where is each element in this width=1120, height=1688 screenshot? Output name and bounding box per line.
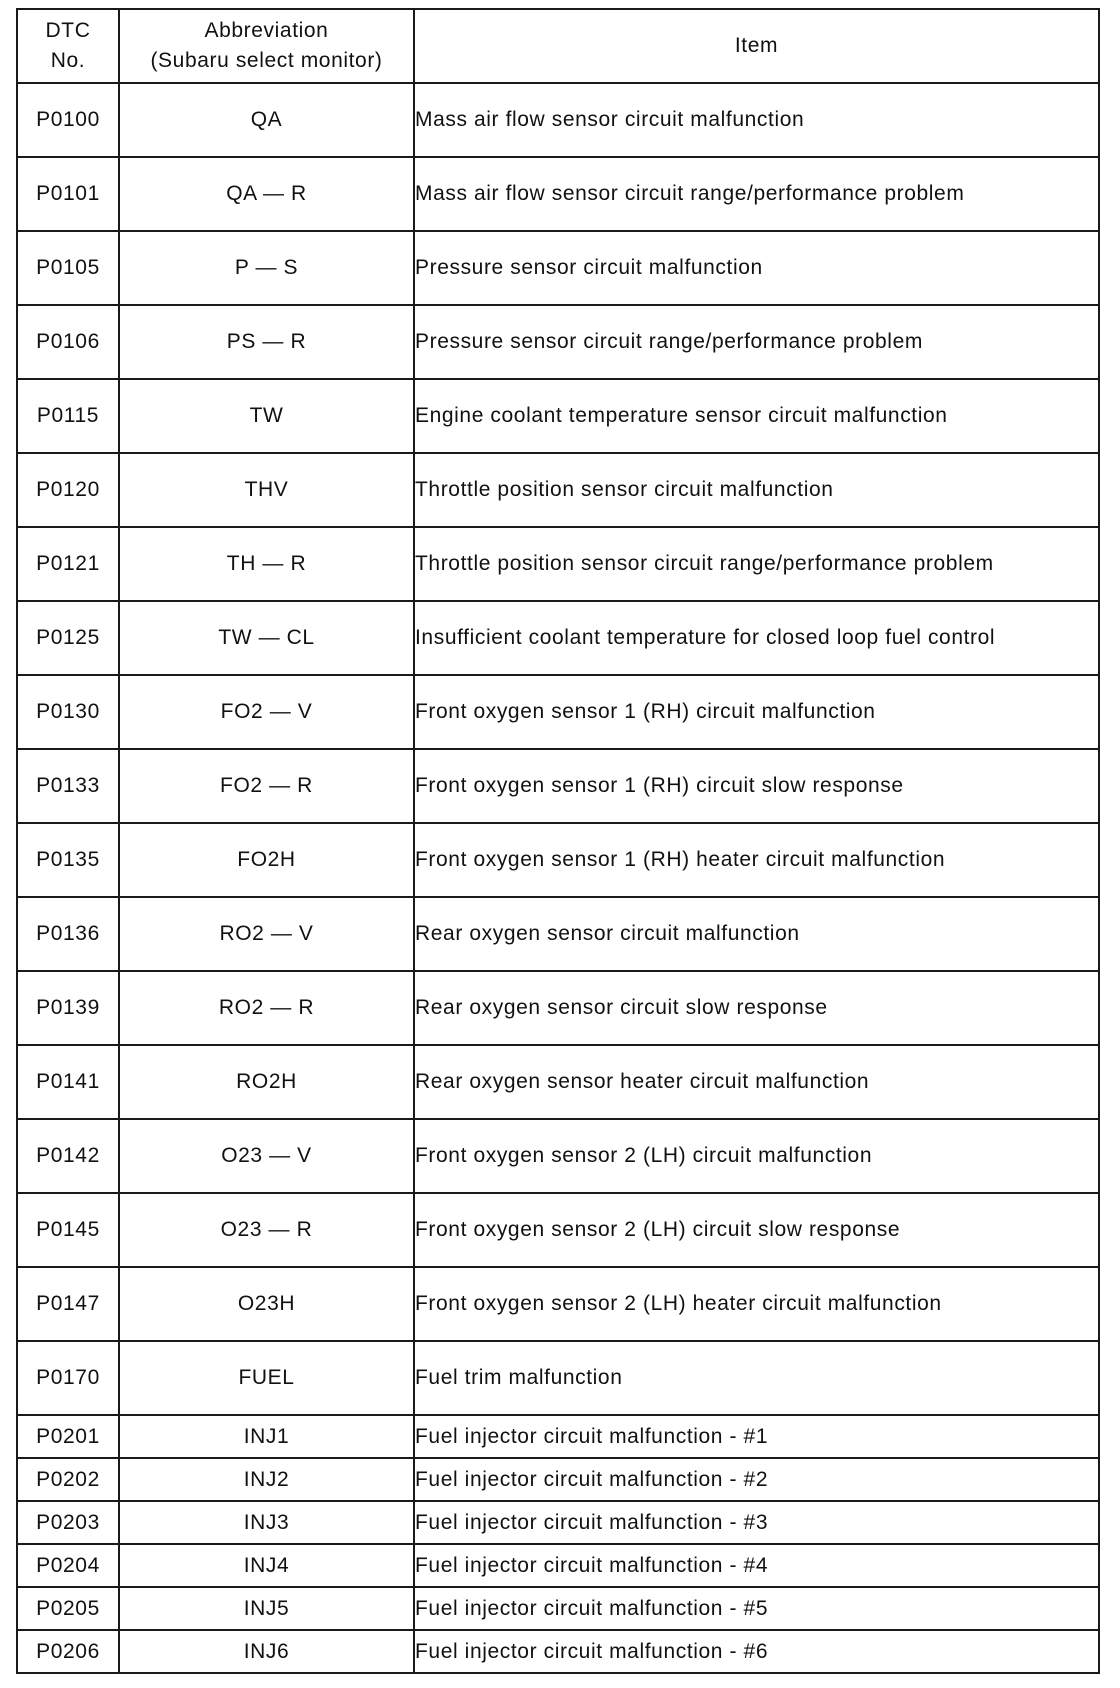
header-abbr-line1: Abbreviation: [204, 19, 329, 42]
dtc-code: P0121: [17, 527, 119, 601]
dtc-abbreviation: INJ3: [119, 1501, 414, 1544]
dtc-item: Front oxygen sensor 1 (RH) heater circuit malfunction: [414, 823, 1099, 897]
header-row: [17, 9, 1099, 83]
table-row: [17, 231, 1099, 305]
table-row: [17, 823, 1099, 897]
dtc-abbreviation: FO2 — V: [119, 675, 414, 749]
dtc-item: Front oxygen sensor 1 (RH) circuit slow response: [414, 749, 1099, 823]
dtc-item: Rear oxygen sensor circuit slow response: [414, 971, 1099, 1045]
dtc-item: Rear oxygen sensor heater circuit malfunction: [414, 1045, 1099, 1119]
dtc-item: Rear oxygen sensor circuit malfunction: [414, 897, 1099, 971]
dtc-abbreviation: INJ2: [119, 1458, 414, 1501]
dtc-abbreviation: RO2 — V: [119, 897, 414, 971]
dtc-abbreviation: INJ4: [119, 1544, 414, 1587]
header-dtc-no: [17, 9, 119, 83]
table-row: [17, 1630, 1099, 1673]
dtc-code: P0100: [17, 83, 119, 157]
dtc-item: Pressure sensor circuit malfunction: [414, 231, 1099, 305]
table-row: [17, 1193, 1099, 1267]
dtc-code: P0201: [17, 1415, 119, 1458]
dtc-abbreviation: RO2 — R: [119, 971, 414, 1045]
dtc-item: Throttle position sensor circuit range/performance problem: [414, 527, 1099, 601]
dtc-code: P0204: [17, 1544, 119, 1587]
dtc-abbreviation: QA — R: [119, 157, 414, 231]
dtc-code: P0105: [17, 231, 119, 305]
table-row: [17, 1587, 1099, 1630]
dtc-abbreviation: FUEL: [119, 1341, 414, 1415]
dtc-code: P0142: [17, 1119, 119, 1193]
table-row: [17, 379, 1099, 453]
header-dtc-line1: DTC: [45, 19, 91, 42]
dtc-abbreviation: THV: [119, 453, 414, 527]
dtc-abbreviation: P — S: [119, 231, 414, 305]
dtc-abbreviation: PS — R: [119, 305, 414, 379]
dtc-code: P0125: [17, 601, 119, 675]
dtc-code: P0130: [17, 675, 119, 749]
table-row: [17, 1415, 1099, 1458]
table-row: [17, 305, 1099, 379]
dtc-code: P0203: [17, 1501, 119, 1544]
dtc-code: P0115: [17, 379, 119, 453]
dtc-abbreviation: O23H: [119, 1267, 414, 1341]
table-row: [17, 601, 1099, 675]
dtc-code: P0133: [17, 749, 119, 823]
header-item: Item: [414, 9, 1099, 83]
dtc-abbreviation: INJ5: [119, 1587, 414, 1630]
dtc-code: P0206: [17, 1630, 119, 1673]
dtc-abbreviation: TH — R: [119, 527, 414, 601]
table-row: [17, 527, 1099, 601]
dtc-item: Engine coolant temperature sensor circuit malfunction: [414, 379, 1099, 453]
dtc-abbreviation: QA: [119, 83, 414, 157]
dtc-abbreviation: FO2 — R: [119, 749, 414, 823]
dtc-item: Fuel injector circuit malfunction - #3: [414, 1501, 1099, 1544]
dtc-code: P0139: [17, 971, 119, 1045]
dtc-code: P0145: [17, 1193, 119, 1267]
dtc-item: Pressure sensor circuit range/performance problem: [414, 305, 1099, 379]
dtc-item: Mass air flow sensor circuit malfunction: [414, 83, 1099, 157]
table-row: [17, 897, 1099, 971]
table-row: [17, 83, 1099, 157]
dtc-abbreviation: INJ6: [119, 1630, 414, 1673]
dtc-abbreviation: TW: [119, 379, 414, 453]
header-abbreviation: [119, 9, 414, 83]
dtc-item: Fuel trim malfunction: [414, 1341, 1099, 1415]
dtc-abbreviation: RO2H: [119, 1045, 414, 1119]
table-row: [17, 1544, 1099, 1587]
dtc-item: Throttle position sensor circuit malfunction: [414, 453, 1099, 527]
dtc-abbreviation: INJ1: [119, 1415, 414, 1458]
dtc-item: Insufficient coolant temperature for closed loop fuel control: [414, 601, 1099, 675]
dtc-item: Mass air flow sensor circuit range/performance problem: [414, 157, 1099, 231]
table-body: [17, 83, 1099, 1673]
dtc-abbreviation: O23 — R: [119, 1193, 414, 1267]
dtc-code: P0205: [17, 1587, 119, 1630]
header-abbr-line2: (Subaru select monitor): [150, 49, 383, 72]
dtc-code: P0101: [17, 157, 119, 231]
dtc-item: Fuel injector circuit malfunction - #4: [414, 1544, 1099, 1587]
table-row: [17, 1341, 1099, 1415]
table-row: [17, 1267, 1099, 1341]
dtc-item: Front oxygen sensor 1 (RH) circuit malfunction: [414, 675, 1099, 749]
dtc-item: Front oxygen sensor 2 (LH) circuit malfunction: [414, 1119, 1099, 1193]
dtc-code: P0106: [17, 305, 119, 379]
dtc-code: P0170: [17, 1341, 119, 1415]
dtc-code: P0120: [17, 453, 119, 527]
dtc-item: Fuel injector circuit malfunction - #2: [414, 1458, 1099, 1501]
table-row: [17, 1501, 1099, 1544]
dtc-item: Fuel injector circuit malfunction - #1: [414, 1415, 1099, 1458]
dtc-code: P0202: [17, 1458, 119, 1501]
table-row: [17, 675, 1099, 749]
table-row: [17, 453, 1099, 527]
table-row: [17, 971, 1099, 1045]
dtc-abbreviation: FO2H: [119, 823, 414, 897]
table-row: [17, 1045, 1099, 1119]
dtc-item: Fuel injector circuit malfunction - #5: [414, 1587, 1099, 1630]
dtc-table: [16, 8, 1100, 1674]
dtc-abbreviation: O23 — V: [119, 1119, 414, 1193]
dtc-code: P0136: [17, 897, 119, 971]
dtc-abbreviation: TW — CL: [119, 601, 414, 675]
table-row: [17, 1458, 1099, 1501]
dtc-item: Front oxygen sensor 2 (LH) circuit slow response: [414, 1193, 1099, 1267]
dtc-code: P0135: [17, 823, 119, 897]
table-row: [17, 157, 1099, 231]
header-dtc-line2: No.: [50, 49, 86, 72]
dtc-code: P0147: [17, 1267, 119, 1341]
dtc-item: Fuel injector circuit malfunction - #6: [414, 1630, 1099, 1673]
dtc-code: P0141: [17, 1045, 119, 1119]
dtc-item: Front oxygen sensor 2 (LH) heater circuit malfunction: [414, 1267, 1099, 1341]
table-row: [17, 749, 1099, 823]
table-row: [17, 1119, 1099, 1193]
